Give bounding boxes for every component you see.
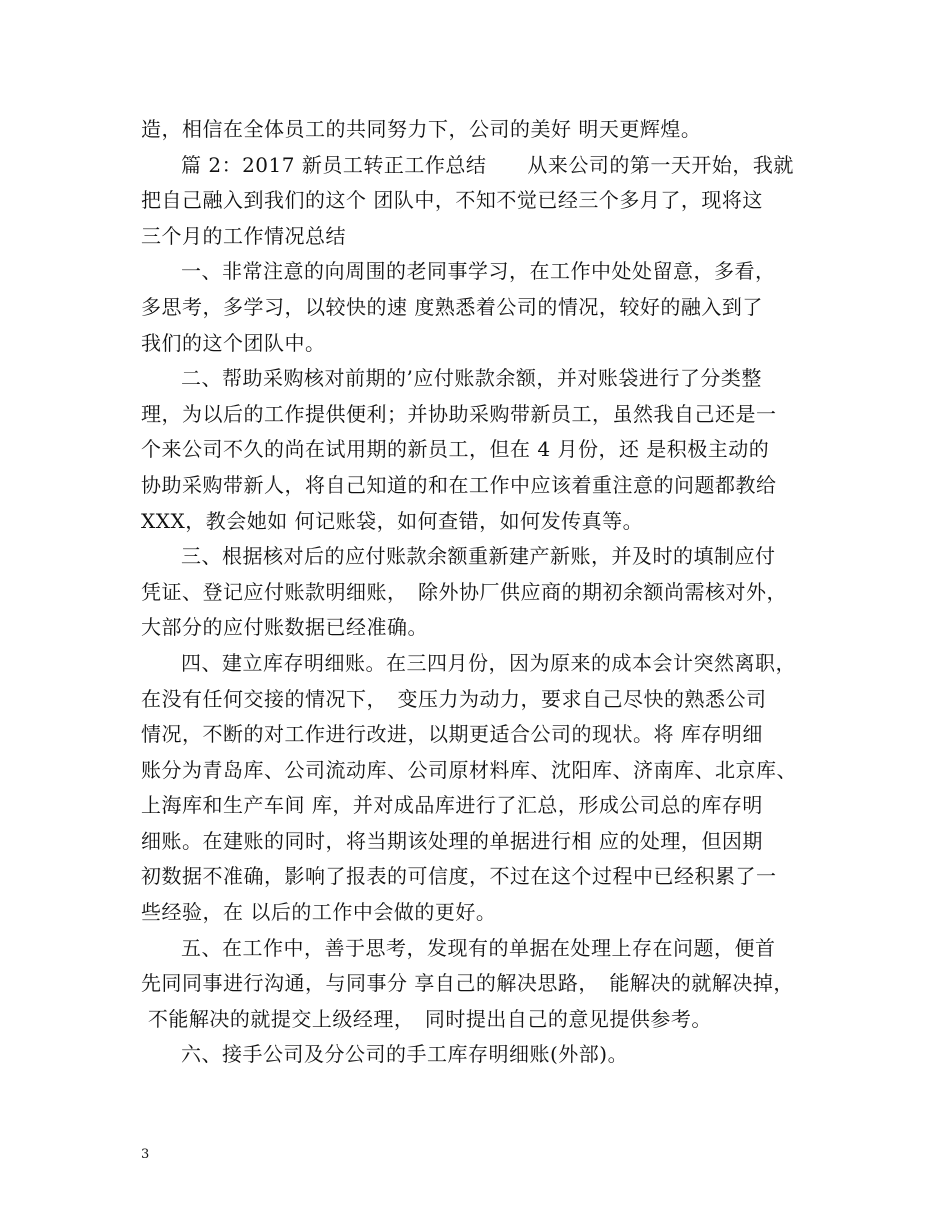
text-line: 协助采购带新人，将自己知道的和在工作中应该着重注意的问题都教给 bbox=[141, 472, 777, 497]
text-line: XXX，教会她如 何记账袋，如何查错，如何发传真等。 bbox=[141, 508, 644, 533]
text-line: 多思考，多学习，以较快的速 度熟悉着公司的情况，较好的融入到了 bbox=[141, 294, 763, 319]
text-line: 上海库和生产车间 库，并对成品库进行了汇总，形成公司总的库存明 bbox=[141, 793, 763, 818]
text-line: 个来公司不久的尚在试用期的新员工，但在 4 月份，还 是积极主动的 bbox=[141, 437, 770, 462]
text-line: 二、帮助采购核对前期的’应付账款余额，并对账袋进行了分类整 bbox=[181, 366, 762, 391]
page-number: 3 bbox=[141, 1147, 150, 1162]
text-line: 一、非常注意的向周围的老同事学习，在工作中处处留意，多看， bbox=[181, 259, 776, 284]
text-line: 情况，不断的对工作进行改进，以期更适合公司的现状。将 库存明细 bbox=[141, 722, 763, 747]
text-line: 五、在工作中，善于思考，发现有的单据在处理上存在问题，便首 bbox=[181, 935, 776, 960]
text-line: 凭证、登记应付账款明细账， 除外协厂供应商的期初余额尚需核对外， bbox=[141, 579, 787, 604]
text-line: 六、接手公司及分公司的手工库存明细账(外部)。 bbox=[181, 1042, 629, 1067]
text-line: 四、建立库存明细账。在三四月份，因为原来的成本会计突然离职， bbox=[181, 650, 796, 675]
text-line: 三个月的工作情况总结 bbox=[141, 223, 346, 248]
text-line: 大部分的应付账数据已经准确。 bbox=[141, 615, 428, 640]
text-line: 理，为以后的工作提供便利；并协助采购带新员工，虽然我自己还是一 bbox=[141, 401, 777, 426]
text-line: 先同同事进行沟通，与同事分 享自己的解决思路， 能解决的就解决掉， bbox=[141, 971, 794, 996]
text-line: 三、根据核对后的应付账款余额重新建产新账，并及时的填制应付 bbox=[181, 544, 776, 569]
text-line: 初数据不准确，影响了报表的可信度，不过在这个过程中已经积累了一 bbox=[141, 864, 777, 889]
text-line: 造，相信在全体员工的共同努力下，公司的美好 明天更辉煌。 bbox=[141, 117, 702, 141]
body-text bbox=[141, 112, 821, 1073]
text-line: 细账。在建账的同时，将当期该处理的单据进行相 应的处理，但因期 bbox=[141, 828, 763, 853]
text-line: 些经验，在 以后的工作中会做的更好。 bbox=[141, 900, 497, 925]
text-line: 篇 2：2017 新员工转正工作总结 从来公司的第一天开始，我就 bbox=[181, 152, 794, 177]
text-line: 把自己融入到我们的这个 团队中，不知不觉已经三个多月了，现将这 bbox=[141, 188, 763, 213]
text-line: 账分为青岛库、公司流动库、公司原材料库、沈阳库、济南库、北京库、 bbox=[141, 757, 797, 782]
text-line: 我们的这个团队中。 bbox=[141, 330, 326, 355]
text-line: 在没有任何交接的情况下， 变压力为动力，要求自己尽快的熟悉公司 bbox=[141, 686, 767, 711]
text-line: 不能解决的就提交上级经理， 同时提出自己的意见提供参考。 bbox=[141, 1006, 712, 1031]
